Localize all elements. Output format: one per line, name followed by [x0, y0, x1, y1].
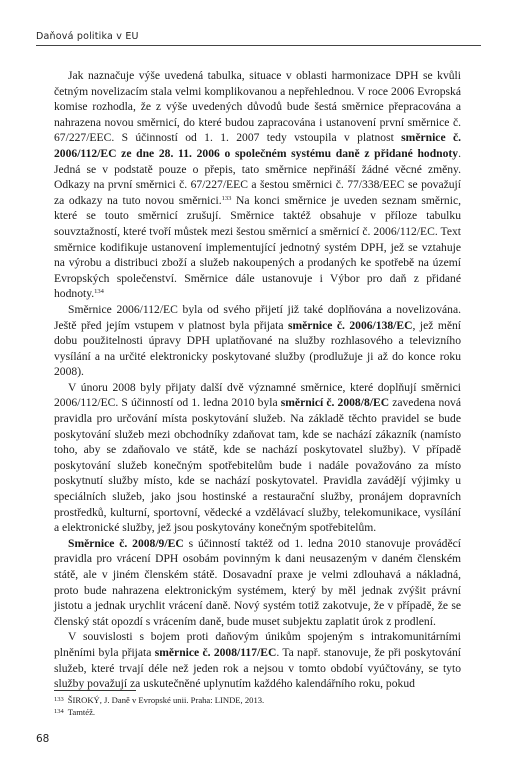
bold-term: Směrnice č. 2008/9/EC: [68, 536, 184, 550]
paragraph-2: [54, 302, 461, 380]
bold-term: směrnice č. 2006/112/EC ze dne 28. 11. 2006 o společném systému daně z přidané hodnoty: [54, 131, 461, 160]
footnotes: [54, 694, 461, 718]
text-run: Na konci směrnice je uveden seznam směrnic, které se touto směrnicí zrušují. Směrnice taktéž obsahuje v příloze tabulku souvztažností, které tvoří můstek mezi šestou směrnicí a směrnicí č. 2006/112/EC. Text směrnice kodifikuje ustanovení implementující jednotný systém DPH, jež se vztahuje na výrobu a distribuci zboží a služeb nakoupených a prodaných ke spotřebě na území Evropských společenství. Směrnice dále ustanovuje i Výbor pro daň z přidané hodnoty.: [54, 193, 461, 301]
text-run: . Jedná se v podstatě pouze o přepis, tato směrnice nepřináší žádné věcné změny. Odkazy na první směrnici č. 67/227/EEC a šestou směrnici č. 77/338/EEC se považují za odkazy na tuto novou směrnici.: [54, 146, 461, 207]
paragraph-3: [54, 380, 461, 536]
text-run: Jak naznačuje výše uvedená tabulka, situace v oblasti harmonizace DPH se kvůli četným novelizacím stala velmi komplikovanou a nepřehlednou. V roce 2006 Evropská komise rozhodla, že z výše uvedených důvodů bude šestá směrnice přepracována a nahrazena novou směrnicí, do které budou zapracována i ustanovení první směrnice č. 67/227/EEC. S účinností od 1. 1. 2007 tedy vstoupila v platnost: [54, 69, 461, 145]
text-run: V únoru 2008 byly přijaty další dvě významné směrnice, které doplňují směrnici 2006/112/EC. S účinností od 1. ledna 2010 byla: [54, 380, 461, 410]
paragraph-5: [54, 629, 461, 691]
body-text: [54, 68, 461, 692]
text-run: . Ta např. stanovuje, že při poskytování služeb, které trvají déle než jeden rok a nejsou v tomto období vyúčtovány, se tyto služby považují za uskutečněné uplynutím každého kalendářního roku, pokud: [54, 645, 461, 691]
bold-term: směrnice č. 2006/138/EC: [287, 318, 413, 332]
footnote-rule: [54, 690, 136, 691]
footnote-ref: 133: [221, 194, 232, 202]
header-rule: [36, 45, 481, 46]
footnote-text: Tamtéž.: [67, 707, 96, 717]
text-run: Směrnice 2006/112/EC byla od svého přijetí již také doplňována a novelizována. Ještě před jejím vstupem v platnost byla přijata: [54, 302, 461, 332]
page-number: 68: [36, 733, 50, 745]
footnote-number: 134: [54, 708, 64, 715]
text-run: V souvislosti s bojem proti daňovým únikům spojeným s intrakomunitárními plněními byla přijata: [54, 630, 461, 659]
footnote-text: ŠIROKÝ, J. Daně v Evropské unii. Praha: LINDE, 2013.: [67, 695, 265, 705]
bold-term: směrnice č. 2008/117/EC: [154, 645, 277, 659]
text-run: s účinností taktéž od 1. ledna 2010 stanovuje prováděcí pravidla pro vrácení DPH osobám povinným k dani neusazeným v daném členském státě, ale v jiném členském státě. Dosavadní praxe je velmi zdlouhavá a nákladná, proto bude nahrazena elektronickým systémem, který by měl jednak zvýšit právní jistotu a jednak urychlit vrácení daně. Nový systém totiž zakotvuje, že v případě, že se členský stát opozdí s vrácením daně, bude muset subjektu zaplatit úrok z prodlení.: [54, 536, 461, 628]
footnote-133: [54, 694, 461, 706]
bold-term: směrnicí č. 2008/8/EC: [280, 396, 390, 410]
paragraph-1: [54, 68, 461, 302]
text-run: zavedena nová pravidla pro určování místa poskytování služeb. Na základě těchto pravidel se bude poskytování služeb mezi obchodníky zdaňovat tam, kde se nachází zákazník (namísto toho, aby se zdaňovalo ve státě, kde se nachází poskytovatel služby). V případě poskytování služeb konečným spotřebitelům bude i nadále považováno za místo poskytnutí služby místo, kde se nachází poskytovatel. Pravidla zavádějí výjimky u speciálních služeb, jako jsou hostinské a restaurační služby, pronájem dopravních prostředků, kulturní, sportovní, vědecké a vzdělávací služby, telekomunikace, vysílání a elektronické služby, jež jsou poskytovány konečným spotřebitelům.: [54, 396, 461, 535]
footnote-number: 133: [54, 696, 64, 703]
footnote-134: [54, 706, 461, 718]
footnote-ref: 134: [94, 288, 104, 296]
paragraph-4: [54, 536, 461, 630]
text-run: , jež mění dobu použitelnosti úpravy DPH uplatňované na služby rozhlasového a televizního vysílání a na určité elektronicky poskytované služby (prodlužuje ji až do konce roku 2008).: [54, 318, 462, 379]
running-header: Daňová politika v EU: [36, 31, 139, 42]
